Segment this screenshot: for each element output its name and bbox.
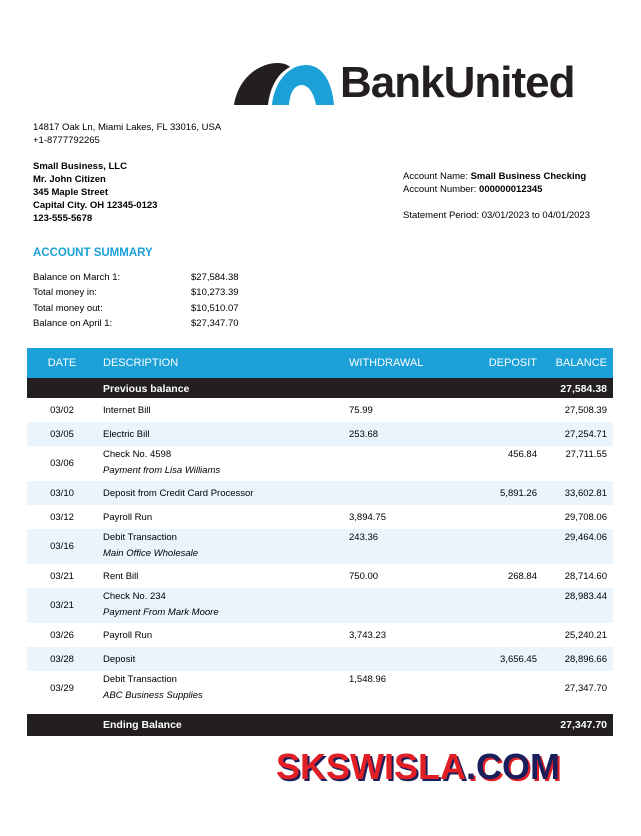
cell-description: Rent Bill bbox=[103, 571, 139, 582]
cell-description-detail: Payment From Mark Moore bbox=[103, 607, 219, 618]
table-row bbox=[27, 623, 613, 647]
cell-withdrawal: 1,548.96 bbox=[349, 674, 386, 685]
watermark-domain: COM bbox=[476, 746, 561, 787]
cell-withdrawal: 3,743.23 bbox=[349, 630, 386, 641]
customer-address-block bbox=[33, 160, 157, 225]
cell-description: Check No. 4598 bbox=[103, 449, 172, 460]
cell-description: Debit Transaction bbox=[103, 532, 177, 543]
cell-balance: 29,464.06 bbox=[564, 532, 607, 543]
cell-description: Payroll Run bbox=[103, 512, 153, 523]
customer-city: Capital City. OH 12345-0123 bbox=[33, 200, 158, 211]
table-header bbox=[27, 348, 613, 378]
transaction-rows bbox=[27, 398, 613, 706]
customer-street: 345 Maple Street bbox=[33, 187, 108, 198]
summary-label: Balance on April 1: bbox=[33, 317, 113, 329]
cell-description: Payroll Run bbox=[103, 630, 153, 641]
cell-deposit: 268.84 bbox=[507, 571, 537, 582]
summary-row bbox=[33, 272, 273, 287]
customer-contact: Mr. John Citizen bbox=[33, 174, 106, 185]
summary-label: Balance on March 1: bbox=[33, 272, 121, 283]
previous-balance-label: Previous balance bbox=[103, 383, 190, 395]
statement-period-row bbox=[403, 209, 590, 222]
cell-description-detail: Main Office Wholesale bbox=[103, 548, 199, 559]
cell-date: 03/16 bbox=[50, 541, 74, 552]
table-row bbox=[27, 505, 613, 529]
table-row bbox=[27, 446, 613, 481]
header-balance: BALANCE bbox=[555, 357, 607, 369]
previous-balance-value: 27,584.38 bbox=[560, 383, 607, 395]
table-row bbox=[27, 481, 613, 505]
cell-deposit: 3,656.45 bbox=[500, 654, 537, 665]
cell-deposit: 456.84 bbox=[507, 449, 537, 460]
cell-description: Debit Transaction bbox=[103, 674, 177, 685]
cell-date: 03/26 bbox=[50, 630, 74, 641]
account-number-label: Account Number: bbox=[403, 184, 477, 195]
cell-withdrawal: 750.00 bbox=[349, 571, 379, 582]
summary-value: $10,510.07 bbox=[191, 302, 239, 314]
table-row bbox=[27, 564, 613, 588]
summary-row bbox=[33, 303, 273, 318]
table-row bbox=[27, 588, 613, 623]
summary-value: $27,584.38 bbox=[191, 272, 239, 283]
account-summary-title: ACCOUNT SUMMARY bbox=[33, 247, 153, 259]
cell-withdrawal: 243.36 bbox=[349, 532, 379, 543]
cell-balance: 27,347.70 bbox=[564, 683, 607, 694]
cell-withdrawal: 75.99 bbox=[349, 405, 373, 416]
cell-date: 03/02 bbox=[50, 405, 74, 416]
account-summary bbox=[33, 272, 273, 333]
ending-balance-label: Ending Balance bbox=[103, 719, 182, 731]
header-description: DESCRIPTION bbox=[103, 357, 179, 369]
customer-phone: 123-555-5678 bbox=[33, 213, 93, 224]
table-row bbox=[27, 398, 613, 422]
cell-withdrawal: 3,894.75 bbox=[349, 512, 386, 523]
cell-withdrawal: 253.68 bbox=[349, 429, 379, 440]
ending-balance-value: 27,347.70 bbox=[560, 719, 607, 731]
cell-date: 03/21 bbox=[50, 600, 74, 611]
ending-balance-row bbox=[27, 714, 613, 736]
cell-date: 03/10 bbox=[50, 488, 74, 499]
header-date: DATE bbox=[47, 357, 77, 369]
header-deposit: DEPOSIT bbox=[488, 357, 537, 369]
account-name-row bbox=[403, 170, 590, 183]
cell-balance: 27,508.39 bbox=[564, 405, 607, 416]
account-name: Small Business Checking bbox=[470, 171, 587, 182]
table-row bbox=[27, 422, 613, 446]
cell-date: 03/29 bbox=[50, 683, 74, 694]
cell-balance: 28,714.60 bbox=[564, 571, 607, 582]
cell-description-detail: Payment from Lisa Williams bbox=[103, 465, 221, 476]
cell-description-detail: ABC Business Supplies bbox=[103, 690, 203, 701]
cell-balance: 28,896.66 bbox=[564, 654, 607, 665]
account-number-row bbox=[403, 183, 590, 196]
statement-period: 03/01/2023 to 04/01/2023 bbox=[481, 210, 590, 221]
table-spacer bbox=[27, 706, 613, 714]
watermark-dot: . bbox=[466, 746, 477, 787]
bank-logo-text: BankUnited bbox=[340, 58, 575, 107]
cell-description: Electric Bill bbox=[103, 429, 150, 440]
watermark bbox=[276, 746, 560, 788]
cell-balance: 28,983.44 bbox=[564, 591, 607, 602]
header-withdrawal: WITHDRAWAL bbox=[349, 357, 424, 369]
cell-deposit: 5,891.26 bbox=[500, 488, 537, 499]
statement-period-label: Statement Period: bbox=[403, 210, 480, 221]
cell-balance: 27,254.71 bbox=[564, 429, 607, 440]
summary-value: $10,273.39 bbox=[191, 287, 239, 299]
table-row bbox=[27, 671, 613, 706]
bank-phone: +1-8777792265 bbox=[33, 135, 100, 146]
bank-logo bbox=[232, 58, 610, 108]
bank-address: 14817 Oak Ln, Miami Lakes, FL 33016, USA bbox=[33, 122, 222, 133]
bank-address-block bbox=[33, 121, 221, 147]
cell-description: Check No. 234 bbox=[103, 591, 166, 602]
summary-value: $27,347.70 bbox=[191, 317, 239, 329]
cell-balance: 27,711.55 bbox=[565, 449, 607, 460]
table-row bbox=[27, 647, 613, 671]
customer-company: Small Business, LLC bbox=[33, 161, 127, 172]
watermark-text: SKSWISLA bbox=[276, 746, 467, 787]
table-row bbox=[27, 529, 613, 564]
cell-balance: 29,708.06 bbox=[564, 512, 607, 523]
cell-description: Deposit from Credit Card Processor bbox=[103, 488, 254, 499]
cell-date: 03/21 bbox=[50, 571, 74, 582]
account-number: 000000012345 bbox=[479, 184, 543, 195]
cell-description: Internet Bill bbox=[103, 405, 151, 416]
cell-date: 03/06 bbox=[50, 458, 74, 469]
summary-row bbox=[33, 287, 273, 302]
cell-balance: 33,602.81 bbox=[564, 488, 607, 499]
bank-logo-arch-icon bbox=[232, 61, 336, 107]
previous-balance-row bbox=[27, 378, 613, 398]
account-name-label: Account Name: bbox=[403, 171, 468, 182]
cell-date: 03/05 bbox=[50, 429, 74, 440]
cell-balance: 25,240.21 bbox=[564, 630, 607, 641]
account-info bbox=[403, 170, 590, 222]
summary-row bbox=[33, 318, 273, 333]
cell-date: 03/28 bbox=[50, 654, 74, 665]
summary-label: Total money in: bbox=[33, 287, 97, 299]
transactions-table bbox=[27, 348, 613, 736]
cell-description: Deposit bbox=[103, 654, 136, 665]
cell-date: 03/12 bbox=[50, 512, 74, 523]
summary-label: Total money out: bbox=[33, 302, 103, 314]
